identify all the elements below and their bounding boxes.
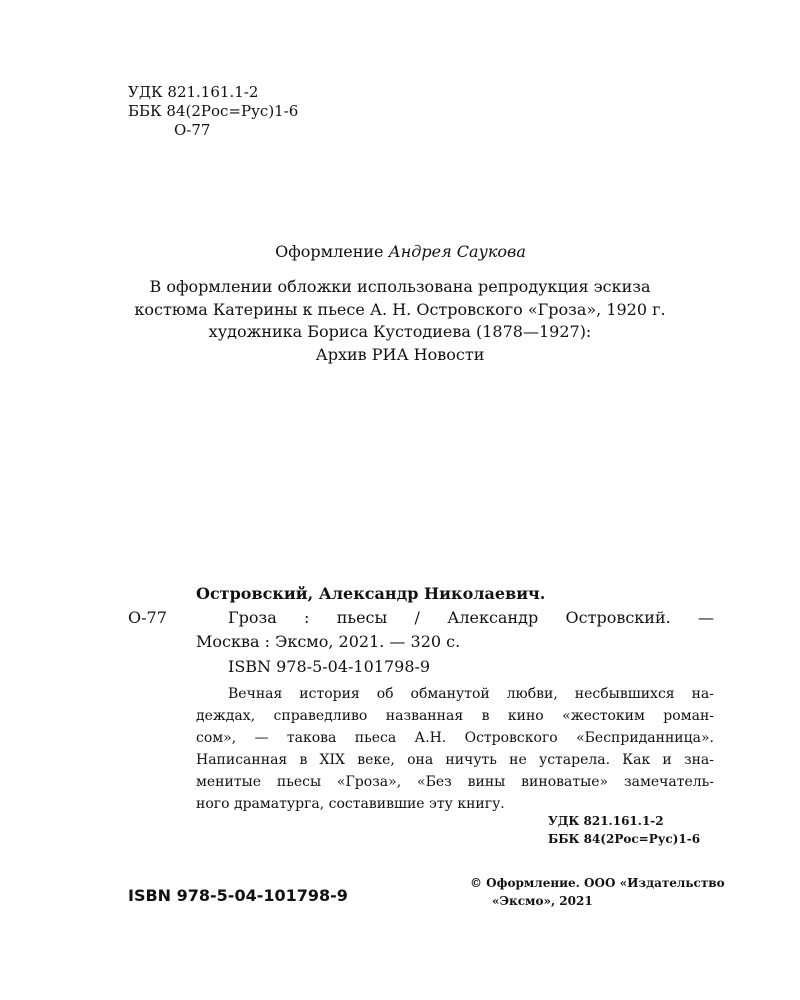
author-sign: О-77 [174,121,211,139]
design-prefix: Оформление [275,242,384,261]
catalog-imprint: Москва : Эксмо, 2021. — 320 с. [196,632,461,651]
copyright-line-2: «Эксмо», 2021 [492,894,593,908]
annotation-line-3: сом», — такова пьеса А.Н. Островского «Бесприданница». [196,730,714,746]
catalog-isbn: ISBN 978-5-04-101798-9 [228,657,431,676]
annotation-line-5: менитые пьесы «Гроза», «Без вины виноватые» замечатель- [196,774,714,790]
udk-code-right: УДК 821.161.1-2 [548,814,664,828]
bbk-code: ББК 84(2Рос=Рус)1-6 [128,102,299,120]
bbk-code-right: ББК 84(2Рос=Рус)1-6 [548,832,701,846]
footer-isbn: ISBN 978-5-04-101798-9 [128,886,348,905]
annotation-line-2: деждах, справедливо названная в кино «жестоким роман- [196,708,714,724]
annotation-line-6: ного драматурга, составившие эту книгу. [196,796,505,812]
cover-note-line-4: Архив РИА Новости [315,345,485,364]
annotation-line-1: Вечная история об обманутой любви, несбывшихся на- [228,686,714,702]
annotation-line-4: Написанная в XIX веке, она ничуть не устарела. Как и зна- [196,752,714,768]
copyright-line-1: © Оформление. ООО «Издательство [470,876,725,890]
designer-name: Андрея Саукова [388,242,526,261]
catalog-code: О-77 [128,608,167,627]
udk-code: УДК 821.161.1-2 [128,83,259,101]
design-credit [128,242,673,262]
cover-note-line-3: художника Бориса Кустодиева (1878—1927): [208,322,592,341]
cover-note-line-1: В оформлении обложки использована репродукция эскиза [149,277,651,296]
cover-note-line-2: костюма Катерины к пьесе А. Н. Островского «Гроза», 1920 г. [134,300,666,319]
catalog-title: Гроза : пьесы / Александр Островский. — [228,608,714,627]
catalog-author: Островский, Александр Николаевич. [196,584,546,603]
